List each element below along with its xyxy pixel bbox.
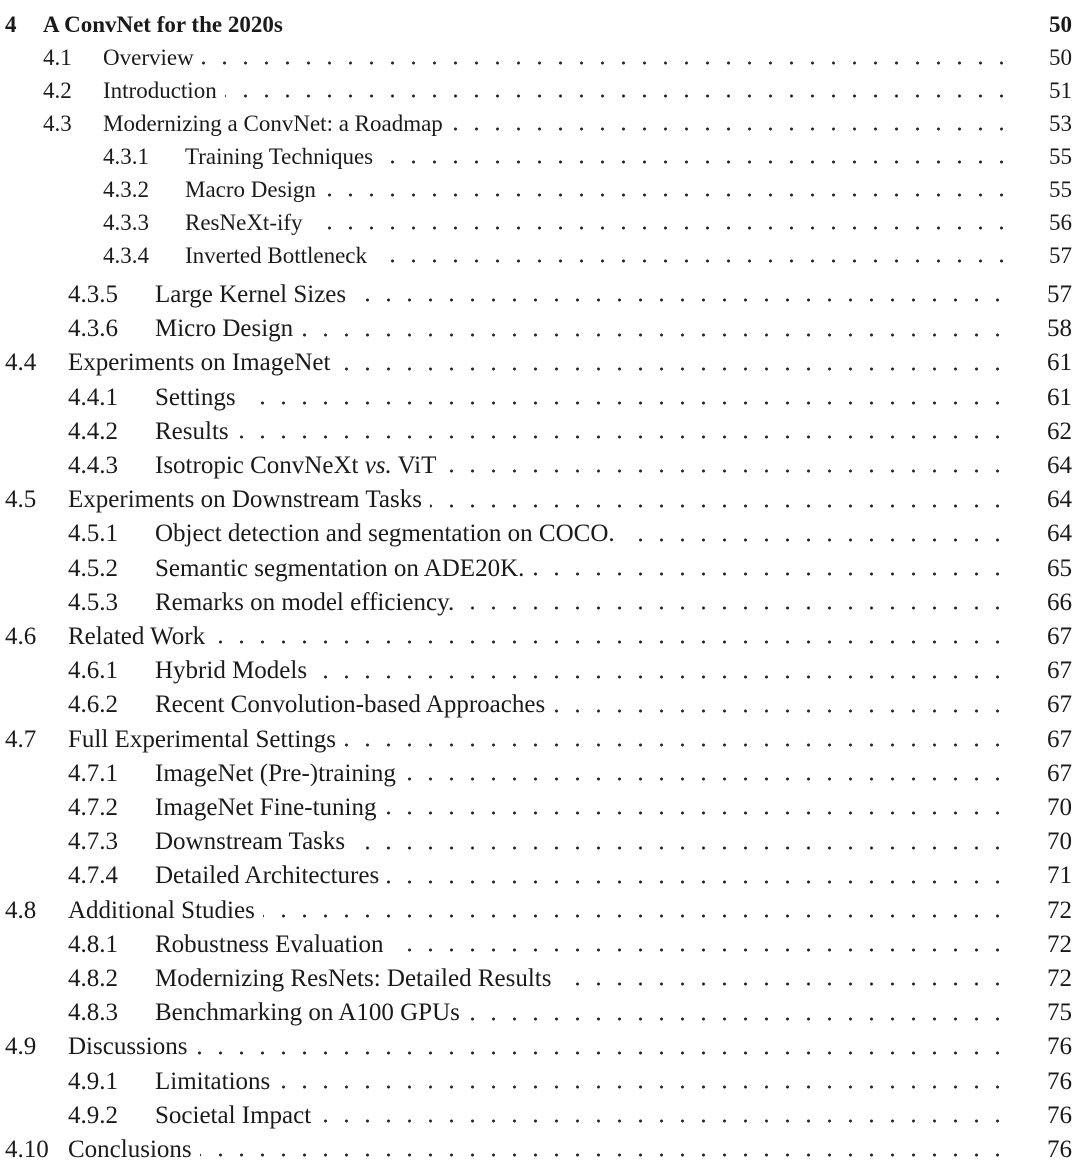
- section-number: 4.5.2: [68, 554, 118, 582]
- dot-leader: [375, 259, 1012, 263]
- dot-leader: [213, 640, 1008, 644]
- dot-leader: [353, 846, 1008, 850]
- section-title: Recent Convolution-based Approaches: [155, 691, 546, 719]
- section-number: 4.7.2: [68, 794, 118, 821]
- section-title: Isotropic ConvNeXt vs. ViT: [155, 452, 437, 479]
- page-number: 72: [1047, 930, 1072, 958]
- page-number: 57: [1049, 243, 1072, 268]
- page-number: 64: [1047, 486, 1072, 514]
- section-number: 4.1: [43, 45, 72, 70]
- section-number: 4.9.1: [68, 1067, 118, 1095]
- section-title: Large Kernel Sizes: [155, 281, 347, 308]
- dot-leader: [301, 333, 1008, 337]
- section-number: 4.2: [43, 78, 72, 103]
- dot-leader: [623, 538, 1008, 542]
- section-title: Discussions: [68, 1033, 188, 1061]
- dot-leader: [338, 367, 1008, 371]
- dot-leader: [553, 709, 1008, 713]
- page-number: 58: [1047, 315, 1072, 343]
- dot-leader: [559, 982, 1008, 986]
- section-title: Downstream Tasks: [155, 828, 346, 856]
- dot-leader: [195, 1051, 1008, 1055]
- section-number: 4.3.1: [103, 144, 149, 169]
- section-title: Experiments on Downstream Tasks: [68, 486, 422, 514]
- section-title: Results: [155, 417, 229, 445]
- section-number: 4.8.3: [68, 999, 118, 1027]
- page-number: 57: [1047, 281, 1072, 308]
- page-number: 50: [1049, 12, 1072, 37]
- page-number: 70: [1047, 828, 1072, 856]
- section-number: 4.3.5: [68, 281, 118, 308]
- section-title: ImageNet Fine-tuning: [155, 794, 377, 821]
- page-number: 61: [1047, 383, 1072, 411]
- section-number: 4: [5, 12, 17, 37]
- dot-leader: [263, 914, 1008, 918]
- page-number: 55: [1049, 177, 1072, 202]
- section-title: Macro Design: [185, 177, 316, 202]
- dot-leader: [315, 675, 1008, 679]
- section-number: 4.4.2: [68, 417, 118, 445]
- section-title: Limitations: [155, 1067, 271, 1095]
- dot-leader: [532, 572, 1008, 576]
- section-number: 4.7.4: [68, 862, 118, 890]
- section-number: 4.5.3: [68, 588, 118, 616]
- section-title: Settings: [155, 383, 236, 411]
- page-number: 67: [1047, 691, 1072, 719]
- section-title: Detailed Architectures: [155, 862, 380, 890]
- page-number: 75: [1047, 999, 1072, 1027]
- section-title: Overview: [103, 45, 194, 70]
- page-number: 71: [1047, 862, 1072, 890]
- dot-leader: [278, 1085, 1008, 1089]
- section-title: Experiments on ImageNet: [68, 349, 331, 377]
- page-number: 67: [1047, 657, 1072, 685]
- section-number: 4.3.3: [103, 210, 149, 235]
- dot-leader: [225, 94, 1012, 98]
- page-number: 76: [1047, 1033, 1072, 1061]
- section-title: Training Techniques: [185, 144, 374, 169]
- page-number: 62: [1047, 417, 1072, 445]
- dot-leader: [384, 811, 1008, 815]
- section-title: Additional Studies: [68, 896, 255, 924]
- section-title: ResNeXt-ify: [185, 210, 303, 235]
- page-number: 53: [1049, 111, 1072, 136]
- page-number: 70: [1047, 794, 1072, 821]
- page-number: 66: [1047, 588, 1072, 616]
- dot-leader: [244, 401, 1008, 405]
- section-number: 4.4.1: [68, 383, 118, 411]
- section-title: Related Work: [68, 623, 206, 650]
- page-number: 72: [1047, 896, 1072, 924]
- page-number: 64: [1047, 452, 1072, 479]
- dot-leader: [344, 743, 1008, 747]
- page-number: 67: [1047, 623, 1072, 650]
- section-number: 4.3.4: [103, 243, 149, 268]
- section-title: Object detection and segmentation on COCO.: [155, 520, 615, 548]
- page-number: 76: [1047, 1136, 1072, 1163]
- section-number: 4.7.3: [68, 828, 118, 856]
- page-number: 64: [1047, 520, 1072, 548]
- page-number: 51: [1049, 78, 1072, 103]
- section-title: A ConvNet for the 2020s: [43, 12, 283, 37]
- section-number: 4.4.3: [68, 452, 118, 479]
- section-number: 4.3.2: [103, 177, 149, 202]
- section-title: Full Experimental Settings: [68, 725, 337, 753]
- section-number: 4.6.2: [68, 691, 118, 719]
- section-title: Societal Impact: [155, 1101, 312, 1129]
- section-number: 4.7.1: [68, 759, 118, 787]
- dot-leader: [462, 606, 1008, 610]
- section-number: 4.9.2: [68, 1101, 118, 1129]
- section-title: Modernizing a ConvNet: a Roadmap: [103, 111, 443, 136]
- page-number: 61: [1047, 349, 1072, 377]
- section-title: Hybrid Models: [155, 657, 308, 685]
- dot-leader: [430, 504, 1008, 508]
- dot-leader: [237, 435, 1008, 439]
- page-number: 67: [1047, 725, 1072, 753]
- page-number: 55: [1049, 144, 1072, 169]
- dot-leader: [200, 1153, 1008, 1157]
- page-number: 72: [1047, 965, 1072, 992]
- dot-leader: [319, 1119, 1008, 1123]
- section-number: 4.10: [5, 1136, 49, 1163]
- dot-leader: [311, 226, 1012, 230]
- section-title: Inverted Bottleneck: [185, 243, 368, 268]
- section-title: Modernizing ResNets: Detailed Results: [155, 965, 552, 992]
- section-title: Benchmarking on A100 GPUs: [155, 999, 460, 1027]
- section-number: 4.4: [5, 349, 37, 377]
- section-number: 4.9: [5, 1033, 37, 1061]
- section-number: 4.8.1: [68, 930, 118, 958]
- dot-leader: [404, 777, 1008, 781]
- section-number: 4.8: [5, 896, 37, 924]
- page-number: 50: [1049, 45, 1072, 70]
- dot-leader: [202, 61, 1012, 65]
- page-number: 76: [1047, 1067, 1072, 1095]
- dot-leader: [444, 469, 1008, 473]
- section-number: 4.3: [43, 111, 72, 136]
- section-number: 4.6: [5, 623, 37, 650]
- section-number: 4.5: [5, 486, 37, 514]
- page-number: 56: [1049, 210, 1072, 235]
- section-number: 4.6.1: [68, 657, 118, 685]
- section-number: 4.3.6: [68, 315, 118, 343]
- section-title: Conclusions: [68, 1136, 192, 1163]
- page-number: 67: [1047, 759, 1072, 787]
- section-title: Introduction: [103, 78, 217, 103]
- section-title: Semantic segmentation on ADE20K.: [155, 554, 525, 582]
- section-number: 4.5.1: [68, 520, 118, 548]
- dot-leader: [391, 948, 1008, 952]
- section-number: 4.8.2: [68, 965, 118, 992]
- dot-leader: [354, 298, 1008, 302]
- section-title: Robustness Evaluation: [155, 930, 384, 958]
- section-title: Micro Design: [155, 315, 294, 343]
- page-number: 76: [1047, 1101, 1072, 1129]
- dot-leader: [387, 880, 1008, 884]
- dot-leader: [468, 1017, 1008, 1021]
- section-title: ImageNet (Pre-)training: [155, 759, 396, 787]
- section-number: 4.7: [5, 725, 37, 753]
- page-number: 65: [1047, 554, 1072, 582]
- dot-leader: [451, 127, 1012, 131]
- dot-leader: [381, 160, 1012, 164]
- section-title: Remarks on model efficiency.: [155, 588, 455, 616]
- dot-leader: [324, 193, 1012, 197]
